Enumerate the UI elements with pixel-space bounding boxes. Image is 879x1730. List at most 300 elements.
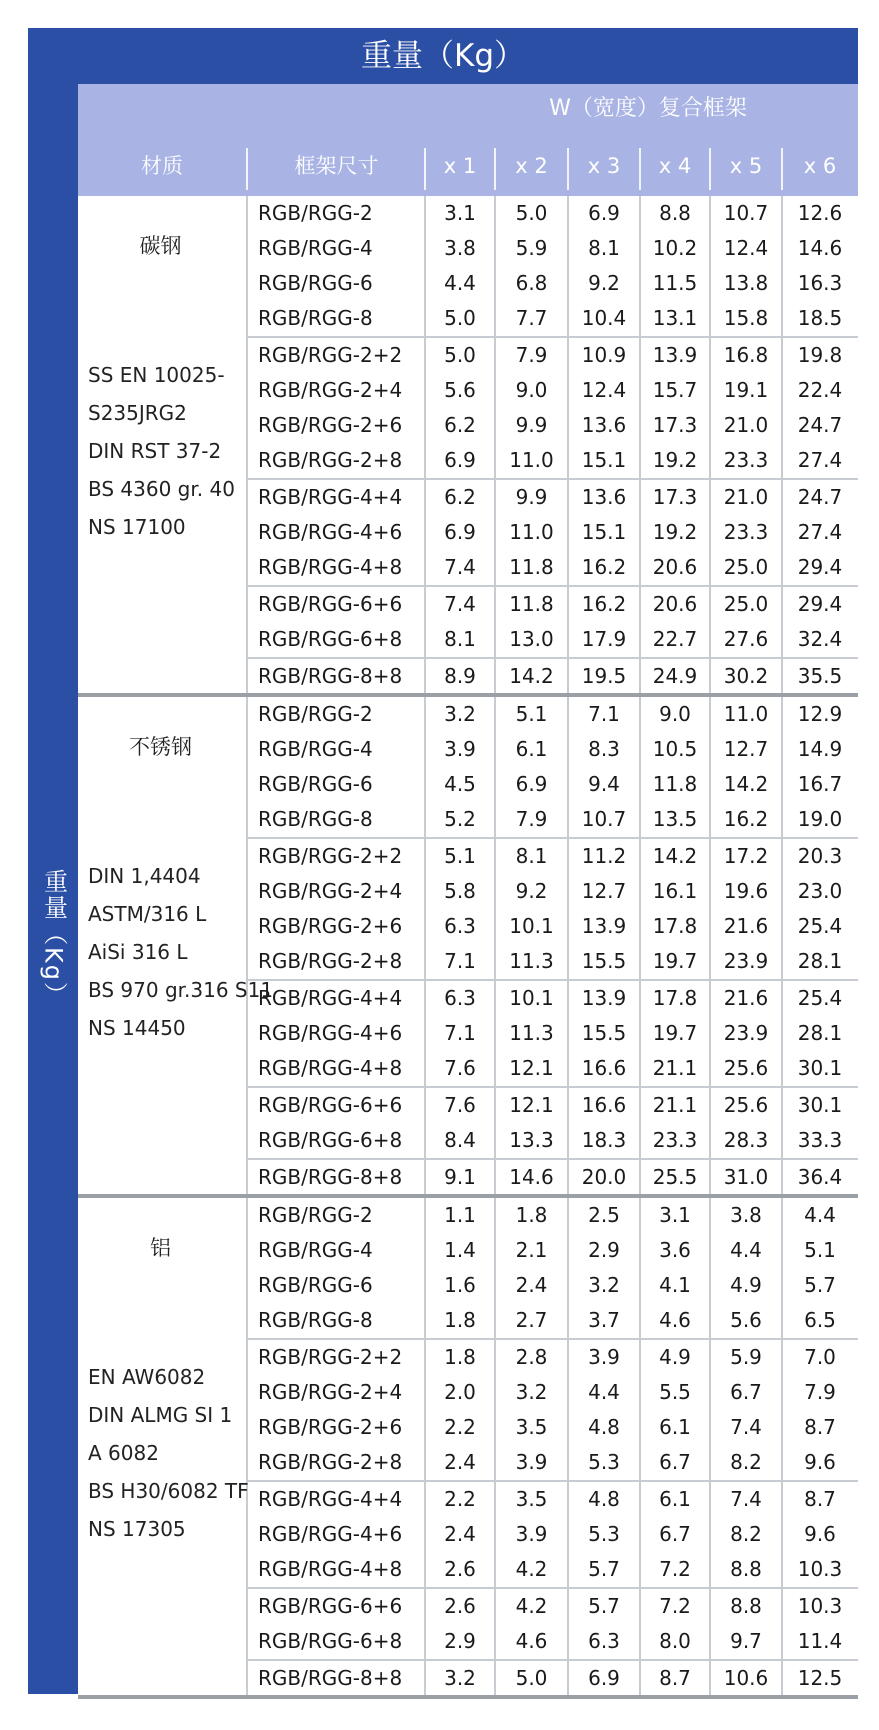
mult-6-cell: 36.4 <box>797 1165 843 1189</box>
material-block <box>78 697 858 1198</box>
mult-6-cell: 4.4 <box>804 1203 836 1227</box>
mult-2-cell: 9.9 <box>515 485 548 509</box>
mult-6-cell: 12.9 <box>797 702 843 726</box>
mult-1-cell: 1.1 <box>444 1203 476 1227</box>
mult-5-cell: 16.2 <box>723 807 769 831</box>
mult-5-cell: 7.4 <box>730 1415 762 1439</box>
row-group <box>248 1589 858 1661</box>
table-row <box>248 373 858 408</box>
mult-4-cell: 3.6 <box>659 1238 691 1262</box>
frame-size-cell: RGB/RGG-6 <box>258 772 373 796</box>
mult-2-cell: 10.1 <box>509 986 554 1010</box>
mult-1-cell: 5.2 <box>444 807 476 831</box>
mult-5-cell: 8.2 <box>730 1522 762 1546</box>
mult-3-cell: 12.4 <box>581 378 627 402</box>
frame-size-cell: RGB/RGG-8 <box>258 1308 373 1332</box>
mult-3-cell: 17.9 <box>581 627 627 651</box>
mult-3-cell: 3.2 <box>588 1273 620 1297</box>
table-row <box>248 839 858 874</box>
weight-table-frame <box>28 28 858 1694</box>
mult-3-cell: 20.0 <box>581 1165 627 1189</box>
mult-5-cell: 27.6 <box>723 627 769 651</box>
mult-4-cell: 16.1 <box>652 879 698 903</box>
mult-5-cell: 21.0 <box>723 413 769 437</box>
material-name: 碳钢 <box>139 234 182 258</box>
frame-size-cell: RGB/RGG-6 <box>258 1273 373 1297</box>
header-mult-6: x 6 <box>803 154 837 178</box>
mult-3-cell: 18.3 <box>581 1128 627 1152</box>
mult-4-cell: 8.8 <box>659 201 691 225</box>
frame-size-cell: RGB/RGG-8+8 <box>258 664 403 688</box>
mult-1-cell: 5.6 <box>444 378 476 402</box>
mult-4-cell: 7.2 <box>659 1594 691 1618</box>
mult-1-cell: 2.4 <box>444 1450 476 1474</box>
mult-6-cell: 14.9 <box>797 737 843 761</box>
mult-1-cell: 1.6 <box>444 1273 476 1297</box>
mult-3-cell: 16.6 <box>581 1056 627 1080</box>
mult-6-cell: 11.4 <box>797 1629 843 1653</box>
mult-4-cell: 4.6 <box>659 1308 691 1332</box>
table-row <box>248 659 858 694</box>
mult-1-cell: 8.1 <box>444 627 476 651</box>
mult-6-cell: 18.5 <box>797 306 843 330</box>
frame-size-cell: RGB/RGG-2+2 <box>258 844 403 868</box>
table-row <box>248 732 858 767</box>
table-row <box>248 1661 858 1696</box>
mult-6-cell: 29.4 <box>797 592 843 616</box>
row-group <box>248 697 858 839</box>
mult-5-cell: 8.2 <box>730 1450 762 1474</box>
mult-5-cell: 21.0 <box>723 485 769 509</box>
mult-3-cell: 5.7 <box>588 1557 620 1581</box>
mult-4-cell: 17.3 <box>652 485 698 509</box>
mult-3-cell: 6.9 <box>588 1666 620 1690</box>
mult-2-cell: 10.1 <box>509 914 554 938</box>
mult-6-cell: 35.5 <box>797 664 843 688</box>
table-row <box>248 1088 858 1123</box>
mult-1-cell: 6.3 <box>444 914 476 938</box>
mult-1-cell: 4.4 <box>444 271 476 295</box>
mult-1-cell: 7.4 <box>444 592 476 616</box>
mult-2-cell: 14.6 <box>509 1165 554 1189</box>
mult-5-cell: 31.0 <box>723 1165 769 1189</box>
mult-5-cell: 25.6 <box>723 1056 769 1080</box>
material-specs <box>88 1358 248 1548</box>
mult-2-cell: 7.9 <box>515 343 548 367</box>
mult-5-cell: 8.8 <box>730 1557 762 1581</box>
mult-4-cell: 20.6 <box>652 555 698 579</box>
mult-5-cell: 10.7 <box>723 201 769 225</box>
mult-3-cell: 5.7 <box>588 1594 620 1618</box>
material-specs <box>88 356 248 546</box>
table-body <box>78 196 858 1699</box>
mult-2-cell: 3.2 <box>515 1380 548 1404</box>
mult-2-cell: 8.1 <box>515 844 548 868</box>
mult-4-cell: 17.3 <box>652 413 698 437</box>
mult-2-cell: 3.9 <box>515 1522 548 1546</box>
mult-3-cell: 16.2 <box>581 555 627 579</box>
table-row <box>248 1589 858 1624</box>
mult-4-cell: 13.9 <box>652 343 698 367</box>
mult-1-cell: 8.4 <box>444 1128 476 1152</box>
mult-2-cell: 9.0 <box>515 378 548 402</box>
mult-5-cell: 25.0 <box>723 592 769 616</box>
mult-5-cell: 25.6 <box>723 1093 769 1117</box>
table-row <box>248 1016 858 1051</box>
mult-2-cell: 5.9 <box>515 236 548 260</box>
mult-2-cell: 11.8 <box>509 592 554 616</box>
table-row <box>248 1410 858 1445</box>
header-mult-1: x 1 <box>443 154 477 178</box>
mult-4-cell: 21.1 <box>652 1056 698 1080</box>
mult-5-cell: 12.7 <box>723 737 769 761</box>
frame-size-cell: RGB/RGG-6+8 <box>258 627 403 651</box>
mult-1-cell: 2.2 <box>444 1415 476 1439</box>
material-spec: NS 14450 <box>88 1016 186 1040</box>
mult-1-cell: 2.0 <box>444 1380 476 1404</box>
mult-5-cell: 30.2 <box>723 664 769 688</box>
mult-1-cell: 5.8 <box>444 879 476 903</box>
frame-size-cell: RGB/RGG-2+8 <box>258 1450 403 1474</box>
frame-size-cell: RGB/RGG-6+6 <box>258 1093 403 1117</box>
mult-5-cell: 25.0 <box>723 555 769 579</box>
mult-3-cell: 10.4 <box>581 306 627 330</box>
mult-3-cell: 11.2 <box>581 844 627 868</box>
mult-5-cell: 21.6 <box>723 914 769 938</box>
mult-1-cell: 5.0 <box>444 306 476 330</box>
table-row <box>248 338 858 373</box>
mult-1-cell: 2.4 <box>444 1522 476 1546</box>
mult-3-cell: 3.7 <box>588 1308 620 1332</box>
mult-5-cell: 10.6 <box>723 1666 769 1690</box>
table-row <box>248 1375 858 1410</box>
row-group <box>248 659 858 694</box>
mult-2-cell: 13.0 <box>509 627 554 651</box>
mult-5-cell: 14.2 <box>723 772 769 796</box>
mult-4-cell: 9.0 <box>659 702 691 726</box>
mult-1-cell: 3.2 <box>444 1666 476 1690</box>
material-spec: AiSi 316 L <box>88 940 188 964</box>
mult-3-cell: 10.7 <box>581 807 627 831</box>
mult-2-cell: 3.9 <box>515 1450 548 1474</box>
table-row <box>248 266 858 301</box>
material-name: 铝 <box>150 1236 171 1260</box>
frame-size-cell: RGB/RGG-6+8 <box>258 1128 403 1152</box>
mult-4-cell: 24.9 <box>652 664 698 688</box>
header-mult-4: x 4 <box>658 154 692 178</box>
frame-size-cell: RGB/RGG-8 <box>258 807 373 831</box>
material-name: 不锈钢 <box>129 735 192 759</box>
mult-5-cell: 16.8 <box>723 343 769 367</box>
mult-3-cell: 6.9 <box>588 201 620 225</box>
table-row <box>248 1303 858 1338</box>
mult-2-cell: 5.0 <box>515 1666 548 1690</box>
mult-6-cell: 6.5 <box>804 1308 836 1332</box>
mult-5-cell: 8.8 <box>730 1594 762 1618</box>
row-group <box>248 1088 858 1160</box>
row-group <box>248 1160 858 1195</box>
table-row <box>248 1517 858 1552</box>
mult-3-cell: 13.6 <box>581 485 627 509</box>
table-row <box>248 1340 858 1375</box>
mult-6-cell: 9.6 <box>804 1522 836 1546</box>
mult-5-cell: 11.0 <box>723 702 769 726</box>
mult-3-cell: 8.1 <box>588 236 620 260</box>
header-mult-3: x 3 <box>587 154 621 178</box>
table-row <box>248 550 858 585</box>
material-spec: BS H30/6082 TF <box>88 1479 249 1503</box>
mult-1-cell: 3.1 <box>444 201 476 225</box>
mult-2-cell: 12.1 <box>509 1093 554 1117</box>
mult-2-cell: 9.9 <box>515 413 548 437</box>
mult-6-cell: 8.7 <box>804 1487 836 1511</box>
mult-1-cell: 7.6 <box>444 1056 476 1080</box>
material-spec: NS 17305 <box>88 1517 186 1541</box>
mult-2-cell: 7.9 <box>515 807 548 831</box>
mult-6-cell: 10.3 <box>797 1594 843 1618</box>
mult-4-cell: 8.7 <box>659 1666 691 1690</box>
mult-4-cell: 15.7 <box>652 378 698 402</box>
material-block <box>78 1198 858 1699</box>
mult-2-cell: 4.2 <box>515 1594 548 1618</box>
material-spec: ASTM/316 L <box>88 902 207 926</box>
mult-3-cell: 4.8 <box>588 1415 620 1439</box>
mult-3-cell: 10.9 <box>581 343 627 367</box>
material-spec: BS 970 gr.316 S11 <box>88 978 274 1002</box>
mult-6-cell: 28.1 <box>797 949 843 973</box>
mult-2-cell: 2.8 <box>515 1345 548 1369</box>
mult-2-cell: 2.4 <box>515 1273 548 1297</box>
mult-6-cell: 19.0 <box>797 807 843 831</box>
material-spec: DIN RST 37-2 <box>88 439 222 463</box>
table-row <box>248 697 858 732</box>
mult-6-cell: 7.9 <box>804 1380 836 1404</box>
mult-3-cell: 2.9 <box>588 1238 620 1262</box>
mult-6-cell: 32.4 <box>797 627 843 651</box>
material-spec: DIN 1,4404 <box>88 864 201 888</box>
mult-4-cell: 3.1 <box>659 1203 691 1227</box>
mult-4-cell: 19.7 <box>652 949 698 973</box>
mult-3-cell: 15.5 <box>581 1021 627 1045</box>
mult-1-cell: 3.8 <box>444 236 476 260</box>
mult-4-cell: 7.2 <box>659 1557 691 1581</box>
mult-3-cell: 4.8 <box>588 1487 620 1511</box>
frame-size-cell: RGB/RGG-4+8 <box>258 1557 403 1581</box>
mult-6-cell: 23.0 <box>797 879 843 903</box>
frame-size-cell: RGB/RGG-8+8 <box>258 1165 403 1189</box>
mult-4-cell: 6.1 <box>659 1415 691 1439</box>
frame-size-cell: RGB/RGG-2 <box>258 201 373 225</box>
mult-5-cell: 23.3 <box>723 448 769 472</box>
table-header <box>78 84 858 196</box>
frame-size-cell: RGB/RGG-4 <box>258 236 373 260</box>
mult-4-cell: 13.5 <box>652 807 698 831</box>
mult-5-cell: 7.4 <box>730 1487 762 1511</box>
mult-3-cell: 5.3 <box>588 1522 620 1546</box>
mult-1-cell: 1.8 <box>444 1308 476 1332</box>
header-group-label: W（宽度）复合框架 <box>549 96 747 121</box>
mult-1-cell: 6.2 <box>444 413 476 437</box>
frame-size-cell: RGB/RGG-2+2 <box>258 1345 403 1369</box>
mult-1-cell: 3.9 <box>444 737 476 761</box>
mult-6-cell: 12.5 <box>797 1666 843 1690</box>
table-row <box>248 515 858 550</box>
row-group <box>248 1482 858 1589</box>
mult-5-cell: 19.6 <box>723 879 769 903</box>
row-group <box>248 1198 858 1340</box>
mult-6-cell: 27.4 <box>797 448 843 472</box>
mult-6-cell: 24.7 <box>797 485 843 509</box>
mult-5-cell: 17.2 <box>723 844 769 868</box>
mult-4-cell: 17.8 <box>652 986 698 1010</box>
mult-6-cell: 14.6 <box>797 236 843 260</box>
mult-2-cell: 6.1 <box>515 737 548 761</box>
mult-1-cell: 2.9 <box>444 1629 476 1653</box>
table-row <box>248 1552 858 1587</box>
mult-4-cell: 10.5 <box>652 737 698 761</box>
mult-3-cell: 13.9 <box>581 914 627 938</box>
material-specs <box>88 857 274 1047</box>
frame-size-cell: RGB/RGG-2+2 <box>258 343 403 367</box>
row-group <box>248 196 858 338</box>
frame-size-cell: RGB/RGG-4+4 <box>258 1487 403 1511</box>
mult-2-cell: 1.8 <box>515 1203 548 1227</box>
table-row <box>248 909 858 944</box>
mult-6-cell: 5.7 <box>804 1273 836 1297</box>
mult-5-cell: 4.9 <box>730 1273 762 1297</box>
frame-size-cell: RGB/RGG-2+6 <box>258 914 403 938</box>
material-spec: A 6082 <box>88 1441 159 1465</box>
frame-size-cell: RGB/RGG-2+6 <box>258 1415 403 1439</box>
mult-1-cell: 6.3 <box>444 986 476 1010</box>
mult-6-cell: 29.4 <box>797 555 843 579</box>
mult-4-cell: 19.7 <box>652 1021 698 1045</box>
material-block <box>78 196 858 697</box>
mult-2-cell: 11.8 <box>509 555 554 579</box>
frame-size-cell: RGB/RGG-8+8 <box>258 1666 403 1690</box>
mult-3-cell: 16.6 <box>581 1093 627 1117</box>
frame-size-cell: RGB/RGG-4+6 <box>258 1522 403 1546</box>
mult-2-cell: 11.0 <box>509 448 554 472</box>
mult-6-cell: 5.1 <box>804 1238 836 1262</box>
mult-4-cell: 6.7 <box>659 1522 691 1546</box>
mult-6-cell: 16.7 <box>797 772 843 796</box>
mult-2-cell: 12.1 <box>509 1056 554 1080</box>
mult-3-cell: 9.4 <box>588 772 620 796</box>
table-row <box>248 1051 858 1086</box>
mult-4-cell: 19.2 <box>652 448 698 472</box>
material-spec: EN AW6082 <box>88 1365 206 1389</box>
table-row <box>248 944 858 979</box>
mult-4-cell: 8.0 <box>659 1629 691 1653</box>
table-row <box>248 981 858 1016</box>
mult-1-cell: 6.9 <box>444 448 476 472</box>
mult-3-cell: 6.3 <box>588 1629 620 1653</box>
mult-3-cell: 13.6 <box>581 413 627 437</box>
table-row <box>248 1624 858 1659</box>
mult-4-cell: 14.2 <box>652 844 698 868</box>
row-group <box>248 1661 858 1696</box>
mult-1-cell: 7.1 <box>444 1021 476 1045</box>
frame-size-cell: RGB/RGG-4+4 <box>258 986 403 1010</box>
mult-4-cell: 23.3 <box>652 1128 698 1152</box>
mult-5-cell: 23.9 <box>723 1021 769 1045</box>
table-row <box>248 1233 858 1268</box>
mult-2-cell: 6.8 <box>515 271 548 295</box>
mult-2-cell: 9.2 <box>515 879 548 903</box>
mult-1-cell: 7.1 <box>444 949 476 973</box>
mult-1-cell: 9.1 <box>444 1165 476 1189</box>
table-title: 重量（Kg） <box>360 38 525 74</box>
mult-3-cell: 2.5 <box>588 1203 620 1227</box>
mult-2-cell: 11.3 <box>509 1021 554 1045</box>
mult-6-cell: 30.1 <box>797 1056 843 1080</box>
mult-1-cell: 1.8 <box>444 1345 476 1369</box>
mult-4-cell: 19.2 <box>652 520 698 544</box>
mult-5-cell: 6.7 <box>730 1380 762 1404</box>
header-mult-2: x 2 <box>515 154 548 178</box>
mult-3-cell: 16.2 <box>581 592 627 616</box>
frame-size-cell: RGB/RGG-2+4 <box>258 378 403 402</box>
mult-4-cell: 4.9 <box>659 1345 691 1369</box>
mult-5-cell: 28.3 <box>723 1128 769 1152</box>
side-label <box>28 848 80 1028</box>
frame-size-cell: RGB/RGG-6+8 <box>258 1629 403 1653</box>
mult-2-cell: 2.7 <box>515 1308 548 1332</box>
mult-4-cell: 11.5 <box>652 271 698 295</box>
mult-5-cell: 23.3 <box>723 520 769 544</box>
table-row <box>248 1445 858 1480</box>
mult-3-cell: 15.1 <box>581 448 627 472</box>
table-row <box>248 874 858 909</box>
mult-5-cell: 19.1 <box>723 378 769 402</box>
mult-5-cell: 12.4 <box>723 236 769 260</box>
mult-4-cell: 10.2 <box>652 236 698 260</box>
mult-2-cell: 2.1 <box>515 1238 548 1262</box>
mult-6-cell: 8.7 <box>804 1415 836 1439</box>
mult-3-cell: 13.9 <box>581 986 627 1010</box>
material-spec: BS 4360 gr. 40 <box>88 477 235 501</box>
mult-1-cell: 8.9 <box>444 664 476 688</box>
mult-5-cell: 9.7 <box>730 1629 762 1653</box>
mult-5-cell: 3.8 <box>730 1203 762 1227</box>
table-row <box>248 301 858 336</box>
row-group <box>248 480 858 587</box>
mult-2-cell: 11.3 <box>509 949 554 973</box>
table-row <box>248 1198 858 1233</box>
mult-6-cell: 22.4 <box>797 378 843 402</box>
weight-grid <box>248 196 858 694</box>
frame-size-cell: RGB/RGG-4+8 <box>258 555 403 579</box>
mult-3-cell: 7.1 <box>588 702 620 726</box>
mult-2-cell: 13.3 <box>509 1128 554 1152</box>
mult-1-cell: 2.2 <box>444 1487 476 1511</box>
row-group <box>248 338 858 480</box>
mult-3-cell: 9.2 <box>588 271 620 295</box>
mult-5-cell: 5.6 <box>730 1308 762 1332</box>
mult-2-cell: 11.0 <box>509 520 554 544</box>
frame-size-cell: RGB/RGG-4+8 <box>258 1056 403 1080</box>
mult-6-cell: 27.4 <box>797 520 843 544</box>
row-group <box>248 981 858 1088</box>
frame-size-cell: RGB/RGG-2+8 <box>258 949 403 973</box>
mult-4-cell: 22.7 <box>652 627 698 651</box>
mult-6-cell: 19.8 <box>797 343 843 367</box>
mult-1-cell: 5.1 <box>444 844 476 868</box>
row-group <box>248 1340 858 1482</box>
mult-4-cell: 11.8 <box>652 772 698 796</box>
mult-3-cell: 15.5 <box>581 949 627 973</box>
